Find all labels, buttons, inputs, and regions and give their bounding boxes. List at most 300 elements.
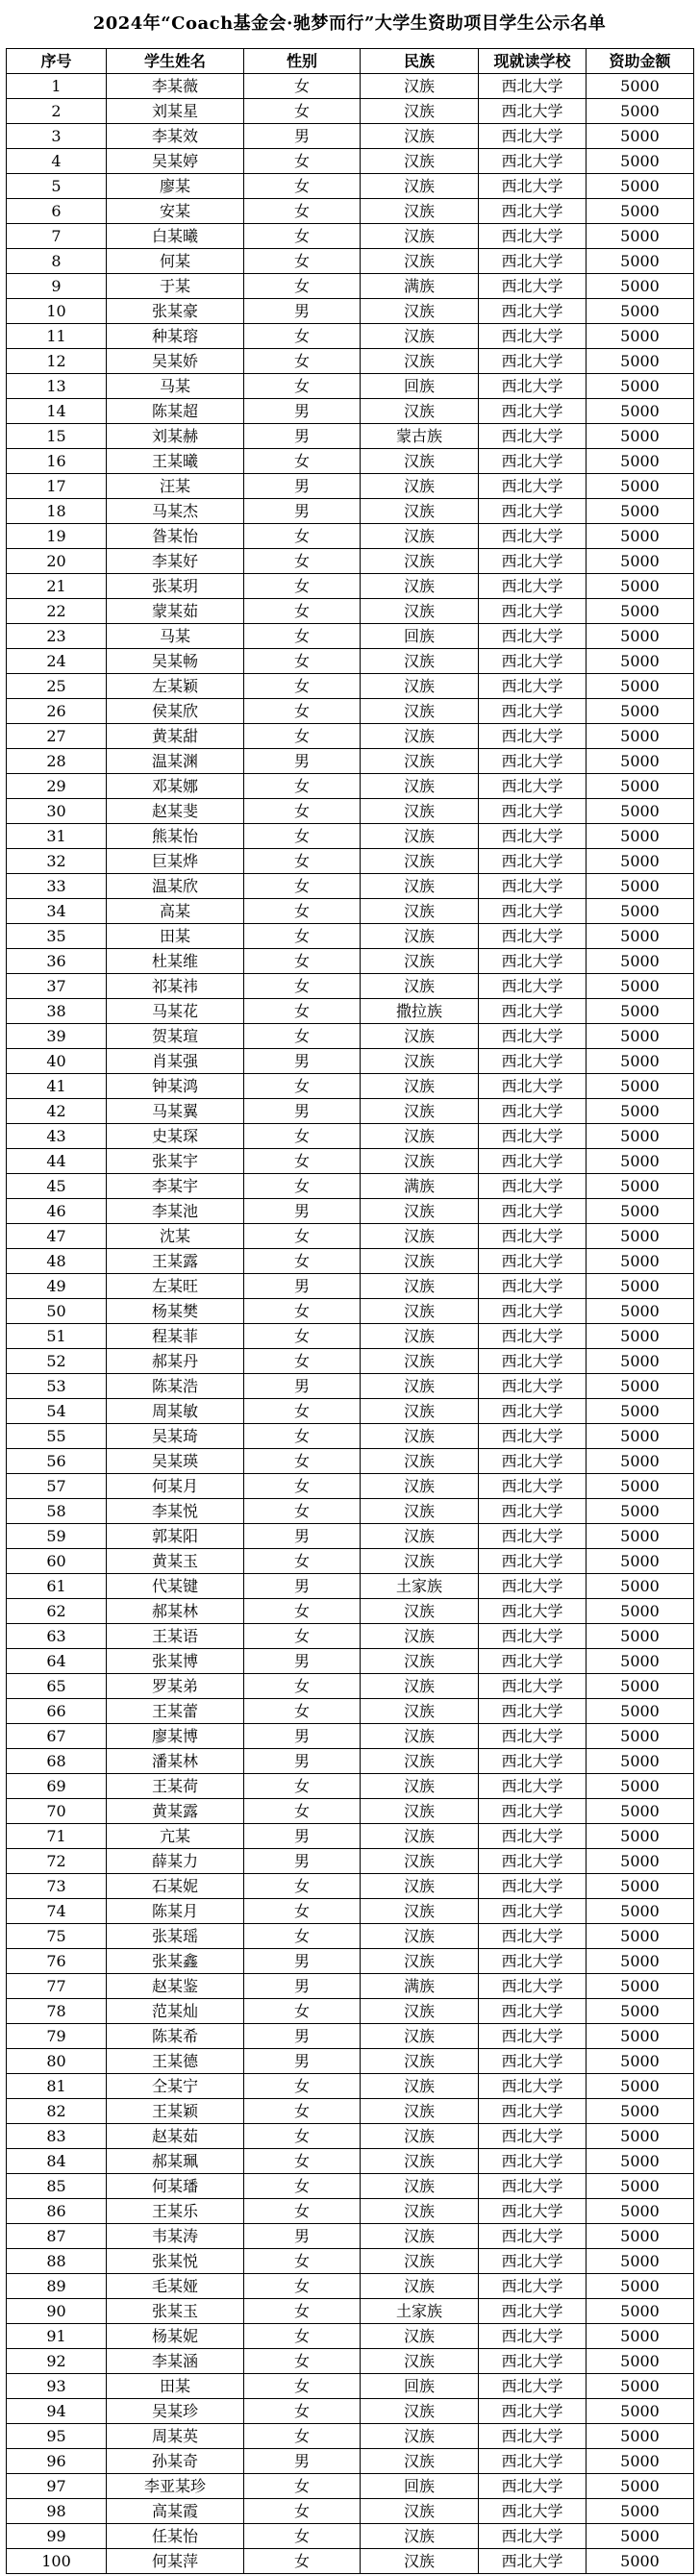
table-row [7,299,694,324]
cell-amount: 5000 [587,949,694,974]
cell-amount: 5000 [587,824,694,849]
cell-index: 28 [7,749,107,774]
cell-gender: 女 [244,2474,361,2499]
cell-index: 13 [7,374,107,399]
cell-gender: 女 [244,674,361,699]
cell-index: 43 [7,1124,107,1149]
cell-school: 西北大学 [479,1774,587,1799]
cell-gender: 男 [244,1724,361,1749]
cell-school: 西北大学 [479,1249,587,1274]
cell-student-name: 马某翼 [107,1099,244,1124]
table-row [7,949,694,974]
table-row [7,149,694,174]
cell-index: 19 [7,524,107,549]
cell-index: 62 [7,1599,107,1624]
cell-ethnicity: 汉族 [361,2049,479,2074]
cell-amount: 5000 [587,1574,694,1599]
cell-index: 93 [7,2374,107,2399]
cell-school: 西北大学 [479,199,587,224]
cell-ethnicity: 汉族 [361,2349,479,2374]
cell-student-name: 田某 [107,924,244,949]
cell-school: 西北大学 [479,299,587,324]
cell-ethnicity: 土家族 [361,2299,479,2324]
cell-student-name: 黄某露 [107,1799,244,1824]
cell-student-name: 李某池 [107,1199,244,1224]
cell-amount: 5000 [587,1549,694,1574]
cell-school: 西北大学 [479,1649,587,1674]
cell-amount: 5000 [587,1649,694,1674]
cell-index: 7 [7,224,107,249]
cell-ethnicity: 汉族 [361,224,479,249]
table-row [7,349,694,374]
cell-school: 西北大学 [479,1099,587,1124]
cell-amount: 5000 [587,2324,694,2349]
cell-index: 57 [7,1474,107,1499]
cell-index: 82 [7,2099,107,2124]
table-row [7,1674,694,1699]
cell-ethnicity: 汉族 [361,899,479,924]
cell-school: 西北大学 [479,849,587,874]
cell-student-name: 郝某珮 [107,2149,244,2174]
cell-school: 西北大学 [479,899,587,924]
table-row [7,274,694,299]
table-row [7,2549,694,2574]
cell-student-name: 郭某阳 [107,1524,244,1549]
cell-school: 西北大学 [479,399,587,424]
cell-index: 84 [7,2149,107,2174]
cell-school: 西北大学 [479,2049,587,2074]
cell-school: 西北大学 [479,174,587,199]
cell-index: 92 [7,2349,107,2374]
cell-gender: 男 [244,474,361,499]
cell-ethnicity: 汉族 [361,399,479,424]
cell-index: 98 [7,2499,107,2524]
cell-index: 9 [7,274,107,299]
cell-index: 52 [7,1349,107,1374]
cell-amount: 5000 [587,2174,694,2199]
cell-gender: 女 [244,1224,361,1249]
cell-student-name: 李亚某珍 [107,2474,244,2499]
cell-index: 22 [7,599,107,624]
cell-ethnicity: 汉族 [361,1849,479,1874]
cell-student-name: 赵某茹 [107,2124,244,2149]
table-row [7,2424,694,2449]
cell-student-name: 昝某怡 [107,524,244,549]
table-row [7,1449,694,1474]
cell-school: 西北大学 [479,449,587,474]
table-row [7,2324,694,2349]
cell-student-name: 马某花 [107,999,244,1024]
cell-amount: 5000 [587,1699,694,1724]
cell-amount: 5000 [587,2074,694,2099]
cell-student-name: 于某 [107,274,244,299]
cell-student-name: 陈某月 [107,1899,244,1924]
cell-ethnicity: 汉族 [361,1324,479,1349]
cell-ethnicity: 回族 [361,624,479,649]
cell-index: 64 [7,1649,107,1674]
table-row [7,599,694,624]
cell-index: 85 [7,2174,107,2199]
cell-student-name: 陈某浩 [107,1374,244,1399]
table-row [7,999,694,1024]
cell-school: 西北大学 [479,2074,587,2099]
table-row [7,1699,694,1724]
cell-gender: 女 [244,1799,361,1824]
cell-gender: 女 [244,2424,361,2449]
cell-school: 西北大学 [479,774,587,799]
cell-gender: 男 [244,1824,361,1849]
cell-student-name: 廖某 [107,174,244,199]
cell-ethnicity: 汉族 [361,2524,479,2549]
cell-amount: 5000 [587,1924,694,1949]
table-row [7,1249,694,1274]
cell-amount: 5000 [587,924,694,949]
cell-gender: 女 [244,2174,361,2199]
table-row [7,2149,694,2174]
table-row [7,2474,694,2499]
cell-gender: 女 [244,2399,361,2424]
cell-gender: 女 [244,2124,361,2149]
cell-ethnicity: 汉族 [361,1199,479,1224]
table-row [7,1974,694,1999]
table-row [7,649,694,674]
cell-student-name: 侯某欣 [107,699,244,724]
table-row [7,249,694,274]
cell-student-name: 左某颖 [107,674,244,699]
cell-gender: 女 [244,549,361,574]
cell-index: 33 [7,874,107,899]
cell-index: 45 [7,1174,107,1199]
cell-school: 西北大学 [479,924,587,949]
cell-ethnicity: 汉族 [361,2174,479,2199]
cell-school: 西北大学 [479,2324,587,2349]
cell-ethnicity: 汉族 [361,474,479,499]
cell-school: 西北大学 [479,1424,587,1449]
cell-gender: 女 [244,1424,361,1449]
cell-ethnicity: 回族 [361,374,479,399]
cell-index: 55 [7,1424,107,1449]
cell-index: 91 [7,2324,107,2349]
cell-ethnicity: 汉族 [361,1924,479,1949]
cell-ethnicity: 汉族 [361,99,479,124]
cell-index: 37 [7,974,107,999]
cell-school: 西北大学 [479,699,587,724]
cell-ethnicity: 汉族 [361,1999,479,2024]
cell-index: 99 [7,2524,107,2549]
cell-amount: 5000 [587,1624,694,1649]
cell-student-name: 王某颖 [107,2099,244,2124]
cell-amount: 5000 [587,1449,694,1474]
cell-gender: 女 [244,974,361,999]
cell-ethnicity: 满族 [361,1174,479,1199]
cell-amount: 5000 [587,1324,694,1349]
cell-student-name: 何某萍 [107,2549,244,2574]
cell-amount: 5000 [587,1599,694,1624]
cell-ethnicity: 汉族 [361,599,479,624]
cell-school: 西北大学 [479,2299,587,2324]
cell-index: 24 [7,649,107,674]
cell-amount: 5000 [587,174,694,199]
cell-amount: 5000 [587,2299,694,2324]
cell-school: 西北大学 [479,674,587,699]
cell-student-name: 廖某博 [107,1724,244,1749]
cell-amount: 5000 [587,1349,694,1374]
cell-student-name: 吴某瑛 [107,1449,244,1474]
cell-amount: 5000 [587,2549,694,2574]
cell-student-name: 王某语 [107,1624,244,1649]
table-row [7,1524,694,1549]
cell-index: 72 [7,1849,107,1874]
cell-student-name: 赵某斐 [107,799,244,824]
cell-school: 西北大学 [479,1599,587,1624]
cell-school: 西北大学 [479,1974,587,1999]
cell-school: 西北大学 [479,1474,587,1499]
cell-gender: 男 [244,1524,361,1549]
student-roster-table [6,48,694,2574]
cell-ethnicity: 汉族 [361,1724,479,1749]
cell-index: 80 [7,2049,107,2074]
cell-amount: 5000 [587,1749,694,1774]
cell-ethnicity: 汉族 [361,1674,479,1699]
cell-gender: 女 [244,1174,361,1199]
cell-gender: 女 [244,724,361,749]
cell-gender: 女 [244,1024,361,1049]
cell-index: 65 [7,1674,107,1699]
table-row [7,1074,694,1099]
cell-gender: 女 [244,324,361,349]
cell-index: 77 [7,1974,107,1999]
cell-student-name: 何某月 [107,1474,244,1499]
table-row [7,1324,694,1349]
cell-ethnicity: 汉族 [361,1149,479,1174]
cell-ethnicity: 汉族 [361,549,479,574]
cell-amount: 5000 [587,549,694,574]
table-row [7,2199,694,2224]
cell-gender: 女 [244,74,361,99]
cell-index: 32 [7,849,107,874]
cell-amount: 5000 [587,249,694,274]
cell-amount: 5000 [587,1274,694,1299]
cell-index: 34 [7,899,107,924]
cell-school: 西北大学 [479,1899,587,1924]
table-row [7,2499,694,2524]
table-row [7,899,694,924]
cell-amount: 5000 [587,2249,694,2274]
cell-amount: 5000 [587,2274,694,2299]
cell-school: 西北大学 [479,249,587,274]
cell-student-name: 吴某娇 [107,349,244,374]
cell-school: 西北大学 [479,2524,587,2549]
cell-school: 西北大学 [479,999,587,1024]
cell-school: 西北大学 [479,149,587,174]
cell-gender: 男 [244,499,361,524]
cell-gender: 女 [244,1624,361,1649]
cell-student-name: 白某曦 [107,224,244,249]
table-row [7,1299,694,1324]
cell-school: 西北大学 [479,1374,587,1399]
cell-amount: 5000 [587,799,694,824]
cell-gender: 女 [244,2299,361,2324]
cell-index: 88 [7,2249,107,2274]
cell-index: 25 [7,674,107,699]
cell-student-name: 吴某婷 [107,149,244,174]
cell-amount: 5000 [587,2124,694,2149]
cell-index: 73 [7,1874,107,1899]
cell-index: 89 [7,2274,107,2299]
cell-student-name: 李某薇 [107,74,244,99]
cell-index: 75 [7,1924,107,1949]
cell-school: 西北大学 [479,2449,587,2474]
cell-gender: 男 [244,1274,361,1299]
cell-amount: 5000 [587,899,694,924]
table-header [7,49,694,74]
cell-student-name: 周某敏 [107,1399,244,1424]
cell-amount: 5000 [587,1874,694,1899]
cell-student-name: 马某杰 [107,499,244,524]
cell-student-name: 赵某鉴 [107,1974,244,1999]
table-row [7,1649,694,1674]
table-row [7,924,694,949]
table-row [7,2249,694,2274]
cell-school: 西北大学 [479,1124,587,1149]
table-row [7,2049,694,2074]
cell-amount: 5000 [587,199,694,224]
cell-student-name: 祁某祎 [107,974,244,999]
cell-gender: 男 [244,1099,361,1124]
cell-amount: 5000 [587,349,694,374]
cell-gender: 女 [244,149,361,174]
table-row [7,2099,694,2124]
cell-index: 20 [7,549,107,574]
cell-ethnicity: 汉族 [361,1899,479,1924]
cell-ethnicity: 汉族 [361,2099,479,2124]
cell-gender: 女 [244,774,361,799]
table-row [7,2524,694,2549]
cell-amount: 5000 [587,1849,694,1874]
cell-amount: 5000 [587,1424,694,1449]
cell-index: 42 [7,1099,107,1124]
cell-school: 西北大学 [479,1724,587,1749]
cell-gender: 女 [244,449,361,474]
cell-student-name: 蒙某茹 [107,599,244,624]
cell-ethnicity: 汉族 [361,124,479,149]
cell-student-name: 任某怡 [107,2524,244,2549]
cell-gender: 男 [244,424,361,449]
cell-amount: 5000 [587,499,694,524]
cell-amount: 5000 [587,2499,694,2524]
cell-amount: 5000 [587,1224,694,1249]
cell-ethnicity: 汉族 [361,74,479,99]
cell-gender: 女 [244,1074,361,1099]
cell-ethnicity: 汉族 [361,2274,479,2299]
document-title: 2024年“Coach基金会·驰梦而行”大学生资助项目学生公示名单 [92,13,607,34]
cell-school: 西北大学 [479,324,587,349]
cell-student-name: 温某渊 [107,749,244,774]
cell-ethnicity: 汉族 [361,2424,479,2449]
cell-gender: 男 [244,2049,361,2074]
cell-school: 西北大学 [479,2549,587,2574]
table-row [7,2274,694,2299]
cell-student-name: 吴某琦 [107,1424,244,1449]
cell-student-name: 吴某珍 [107,2399,244,2424]
cell-school: 西北大学 [479,949,587,974]
cell-amount: 5000 [587,1174,694,1199]
cell-ethnicity: 汉族 [361,1824,479,1849]
cell-amount: 5000 [587,149,694,174]
cell-index: 38 [7,999,107,1024]
cell-ethnicity: 汉族 [361,2499,479,2524]
cell-gender: 女 [244,1599,361,1624]
cell-gender: 女 [244,374,361,399]
cell-index: 5 [7,174,107,199]
cell-ethnicity: 汉族 [361,774,479,799]
table-row [7,574,694,599]
cell-school: 西北大学 [479,1274,587,1299]
cell-amount: 5000 [587,524,694,549]
cell-amount: 5000 [587,774,694,799]
cell-student-name: 王某蕾 [107,1699,244,1724]
cell-index: 87 [7,2224,107,2249]
cell-index: 78 [7,1999,107,2024]
header-school: 现就读学校 [479,49,587,74]
cell-index: 17 [7,474,107,499]
cell-school: 西北大学 [479,1849,587,1874]
cell-gender: 女 [244,849,361,874]
cell-school: 西北大学 [479,2174,587,2199]
cell-student-name: 张某宇 [107,1149,244,1174]
table-row [7,1399,694,1424]
cell-ethnicity: 汉族 [361,1049,479,1074]
cell-school: 西北大学 [479,424,587,449]
cell-gender: 女 [244,899,361,924]
cell-school: 西北大学 [479,749,587,774]
table-row [7,749,694,774]
cell-gender: 女 [244,174,361,199]
table-row [7,224,694,249]
cell-gender: 女 [244,2374,361,2399]
cell-amount: 5000 [587,1124,694,1149]
cell-ethnicity: 汉族 [361,1474,479,1499]
cell-school: 西北大学 [479,2399,587,2424]
cell-school: 西北大学 [479,224,587,249]
cell-index: 48 [7,1249,107,1274]
cell-student-name: 马某 [107,374,244,399]
cell-index: 68 [7,1749,107,1774]
cell-index: 86 [7,2199,107,2224]
table-row [7,874,694,899]
cell-gender: 女 [244,2499,361,2524]
cell-school: 西北大学 [479,649,587,674]
table-row [7,199,694,224]
cell-index: 81 [7,2074,107,2099]
cell-index: 71 [7,1824,107,1849]
cell-ethnicity: 汉族 [361,924,479,949]
table-row [7,1224,694,1249]
table-row [7,1499,694,1524]
cell-school: 西北大学 [479,1524,587,1549]
table-row [7,2174,694,2199]
cell-index: 6 [7,199,107,224]
cell-amount: 5000 [587,674,694,699]
cell-ethnicity: 汉族 [361,1699,479,1724]
cell-school: 西北大学 [479,1149,587,1174]
cell-gender: 女 [244,349,361,374]
cell-school: 西北大学 [479,1699,587,1724]
cell-amount: 5000 [587,1499,694,1524]
cell-amount: 5000 [587,2374,694,2399]
cell-ethnicity: 汉族 [361,1749,479,1774]
cell-ethnicity: 汉族 [361,1424,479,1449]
